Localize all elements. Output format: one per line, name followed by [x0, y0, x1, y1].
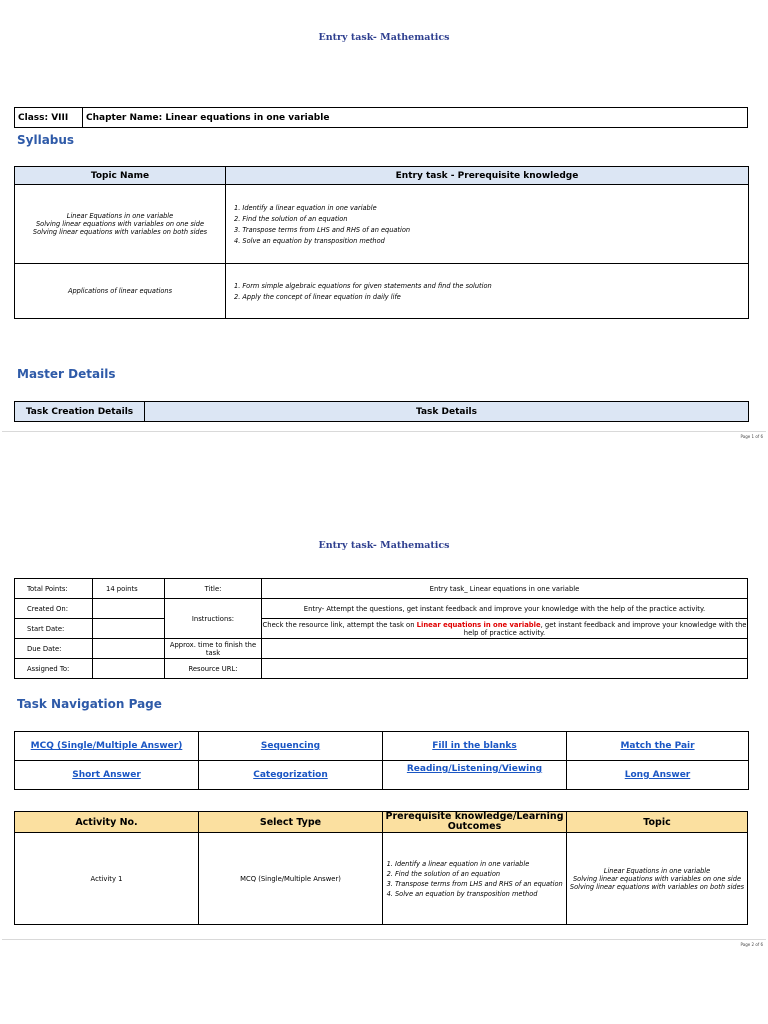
topic-line: Solving linear equations with variables on one side [35, 220, 205, 228]
assigned-to-value[interactable] [93, 659, 165, 679]
master-details-table [14, 401, 749, 422]
syllabus-header-prereq: Entry task - Prerequisite knowledge [226, 167, 749, 185]
prereq-item: 4. Solve an equation by transposition method [234, 236, 385, 245]
instructions-line-1: Entry- Attempt the questions, get instant feedback and improve your knowledge with the help of the practice activity. [262, 599, 748, 619]
master-header-creation: Task Creation Details [15, 402, 145, 422]
activity-number: Activity 1 [15, 833, 199, 925]
prereq-item: 2. Find the solution of an equation [234, 214, 348, 223]
page-divider [2, 431, 766, 432]
title-value: Entry task_ Linear equations in one variable [262, 579, 748, 599]
start-date-value[interactable] [93, 619, 165, 639]
topic-line: Linear Equations in one variable [603, 866, 711, 875]
page-title: Entry task- Mathematics [318, 32, 450, 43]
created-on-label: Created On: [15, 599, 93, 619]
approx-time-value[interactable] [262, 639, 748, 659]
syllabus-header-topic: Topic Name [15, 167, 226, 185]
nav-link-fill-blanks[interactable]: Fill in the blanks [383, 732, 567, 761]
class-label: Class: VIII [15, 108, 83, 128]
activity-topic-cell [567, 833, 748, 925]
syllabus-prereq-cell [226, 185, 749, 264]
activity-header-outcomes: Prerequisite knowledge/Learning Outcomes [383, 812, 567, 833]
due-date-value[interactable] [93, 639, 165, 659]
activity-header-type: Select Type [199, 812, 383, 833]
approx-time-label: Approx. time to finish the task [165, 639, 262, 659]
prereq-item: 3. Transpose terms from LHS and RHS of an equation [234, 225, 411, 234]
title-label: Title: [165, 579, 262, 599]
nav-link-mcq[interactable]: MCQ (Single/Multiple Answer) [15, 732, 199, 761]
instructions-highlight: Linear equations in one variable [416, 620, 541, 629]
nav-link-categorization[interactable]: Categorization [199, 761, 383, 790]
resource-url-value[interactable] [262, 659, 748, 679]
instructions-line-2 [262, 619, 748, 639]
total-points-label: Total Points: [15, 579, 93, 599]
task-details-table [14, 578, 748, 679]
topic-line: Linear Equations in one variable [66, 212, 174, 220]
resource-url-label: Resource URL: [165, 659, 262, 679]
page-number: Page 1 of 6 [740, 434, 763, 439]
master-header-task: Task Details [145, 402, 749, 422]
activity-table [14, 811, 748, 925]
syllabus-topic-cell [15, 185, 226, 264]
syllabus-prereq-cell [226, 264, 749, 319]
start-date-label: Start Date: [15, 619, 93, 639]
master-details-heading: Master Details [17, 367, 116, 381]
topic-line: Solving linear equations with variables on one side [572, 874, 742, 883]
activity-type: MCQ (Single/Multiple Answer) [199, 833, 383, 925]
page-divider [2, 939, 766, 940]
instructions-text: Check the resource link, attempt the task on [262, 620, 417, 629]
nav-link-short-answer[interactable]: Short Answer [15, 761, 199, 790]
outcome-item: 1. Identify a linear equation in one variable [395, 860, 566, 868]
nav-link-long-answer[interactable]: Long Answer [567, 761, 749, 790]
page-number: Page 2 of 6 [740, 942, 763, 947]
activity-header-topic: Topic [567, 812, 748, 833]
instructions-text: , get instant feedback and improve your knowledge with the help of practice activity. [463, 620, 747, 637]
class-chapter-table [14, 107, 748, 128]
assigned-to-label: Assigned To: [15, 659, 93, 679]
syllabus-table [14, 166, 749, 319]
activity-header-no: Activity No. [15, 812, 199, 833]
prereq-item: 1. Identify a linear equation in one variable [234, 203, 377, 212]
outcome-item: 2. Find the solution of an equation [395, 870, 566, 878]
due-date-label: Due Date: [15, 639, 93, 659]
created-on-value[interactable] [93, 599, 165, 619]
chapter-label: Chapter Name: Linear equations in one variable [83, 108, 748, 128]
total-points-value: 14 points [93, 579, 165, 599]
outcome-item: 3. Transpose terms from LHS and RHS of an equation [395, 880, 566, 888]
activity-outcomes-cell [383, 833, 567, 925]
task-navigation-table [14, 731, 749, 790]
topic-line: Solving linear equations with variables on both sides [569, 882, 745, 891]
page-title: Entry task- Mathematics [318, 540, 450, 551]
topic-line: Applications of linear equations [67, 287, 173, 295]
prereq-item: 2. Apply the concept of linear equation in daily life [234, 292, 401, 301]
syllabus-heading: Syllabus [17, 133, 75, 147]
prereq-item: 1. Form simple algebraic equations for given statements and find the solution [234, 281, 492, 290]
nav-link-reading[interactable]: Reading/Listening/Viewing [383, 761, 567, 790]
nav-link-sequencing[interactable]: Sequencing [199, 732, 383, 761]
syllabus-topic-cell [15, 264, 226, 319]
task-navigation-heading: Task Navigation Page [17, 697, 162, 711]
nav-link-match-pair[interactable]: Match the Pair [567, 732, 749, 761]
outcome-item: 4. Solve an equation by transposition method [395, 890, 566, 898]
instructions-label: Instructions: [165, 599, 262, 639]
topic-line: Solving linear equations with variables on both sides [32, 228, 208, 236]
